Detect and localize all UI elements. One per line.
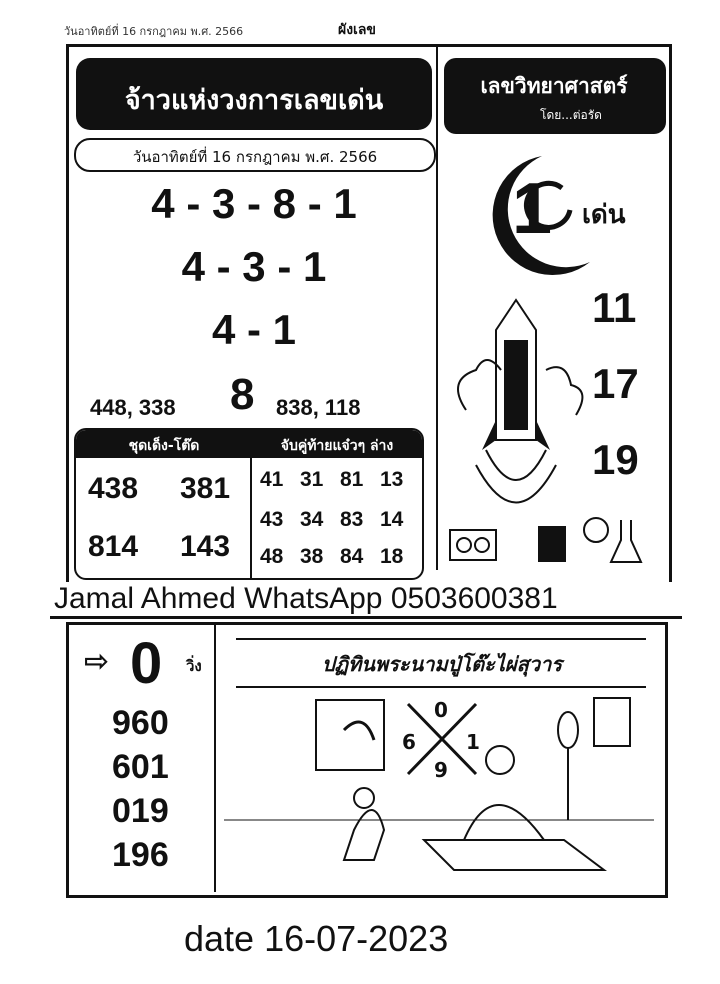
right-cell: 14	[380, 508, 404, 531]
right-cell: 48	[260, 545, 284, 568]
science-number: 11	[592, 284, 637, 331]
left-pair: 448, 338	[90, 395, 176, 420]
cross-bottom: 9	[434, 758, 448, 782]
title-text: จ้าวแห่งวงการเลขเด่น	[124, 85, 384, 116]
arrow-icon: ⇨	[84, 644, 110, 679]
right-cell: 34	[300, 508, 324, 531]
table-left-header: ชุดเด็ง-โต๊ด	[128, 438, 200, 454]
run-number: 601	[112, 748, 169, 786]
watermark-text: Jamal Ahmed WhatsApp 0503600381	[50, 582, 682, 619]
run-label: วิ่ง	[186, 657, 202, 675]
right-cell: 43	[260, 508, 284, 531]
left-cell: 438	[88, 472, 139, 505]
science-number: 19	[592, 436, 639, 483]
science-byline: โดย...ต่อรัด	[540, 108, 602, 122]
right-cell: 18	[380, 545, 404, 568]
table-col-divider	[250, 430, 252, 578]
left-cell: 814	[88, 530, 139, 563]
run-digit: 0	[130, 631, 163, 696]
monk-scene-illustration	[224, 690, 654, 890]
number-row-1: 4 - 3 - 8 - 1	[151, 180, 357, 227]
run-number: 960	[112, 704, 169, 742]
lower-divider	[214, 624, 216, 892]
run-number: 019	[112, 792, 169, 830]
column-divider	[436, 46, 438, 570]
lead-label: เด่น	[582, 200, 626, 230]
cross-top: 0	[434, 698, 448, 722]
run-number: 196	[112, 836, 169, 874]
rocket-illustration	[446, 290, 646, 574]
number-row-2: 4 - 3 - 1	[181, 243, 327, 290]
pairs-table	[74, 428, 424, 580]
lead-digit: 1	[512, 169, 553, 249]
cross-left: 6	[402, 730, 416, 754]
science-title: เลขวิทยาศาสตร์	[480, 74, 628, 98]
footer-date: date 16-07-2023	[184, 918, 449, 959]
science-number: 17	[592, 360, 639, 407]
right-cell: 38	[300, 545, 324, 568]
date-line: วันอาทิตย์ที่ 16 กรกฎาคม พ.ศ. 2566	[132, 148, 378, 166]
number-row-3: 4 - 1	[211, 306, 297, 353]
right-cell: 13	[380, 468, 404, 491]
right-pair: 838, 118	[276, 395, 361, 420]
right-cell: 83	[340, 508, 364, 531]
right-cell: 81	[340, 468, 364, 491]
left-cell: 381	[180, 472, 231, 505]
header-date: วันอาทิตย์ที่ 16 กรกฎาคม พ.ศ. 2566	[64, 25, 244, 38]
header-publisher: ผังเลข	[338, 22, 376, 38]
center-digit: 8	[230, 370, 255, 419]
right-cell: 31	[300, 468, 324, 491]
temple-banner-text: ปฏิทินพระนามปู่โต๊ะไผ่สุวาร	[321, 652, 563, 676]
right-cell: 84	[340, 545, 364, 568]
left-cell: 143	[180, 530, 231, 563]
right-cell: 41	[260, 468, 284, 491]
cross-right: 1	[466, 730, 480, 754]
table-right-header: จับคู่ท้ายแจ๋วๆ ล่าง	[280, 438, 394, 454]
